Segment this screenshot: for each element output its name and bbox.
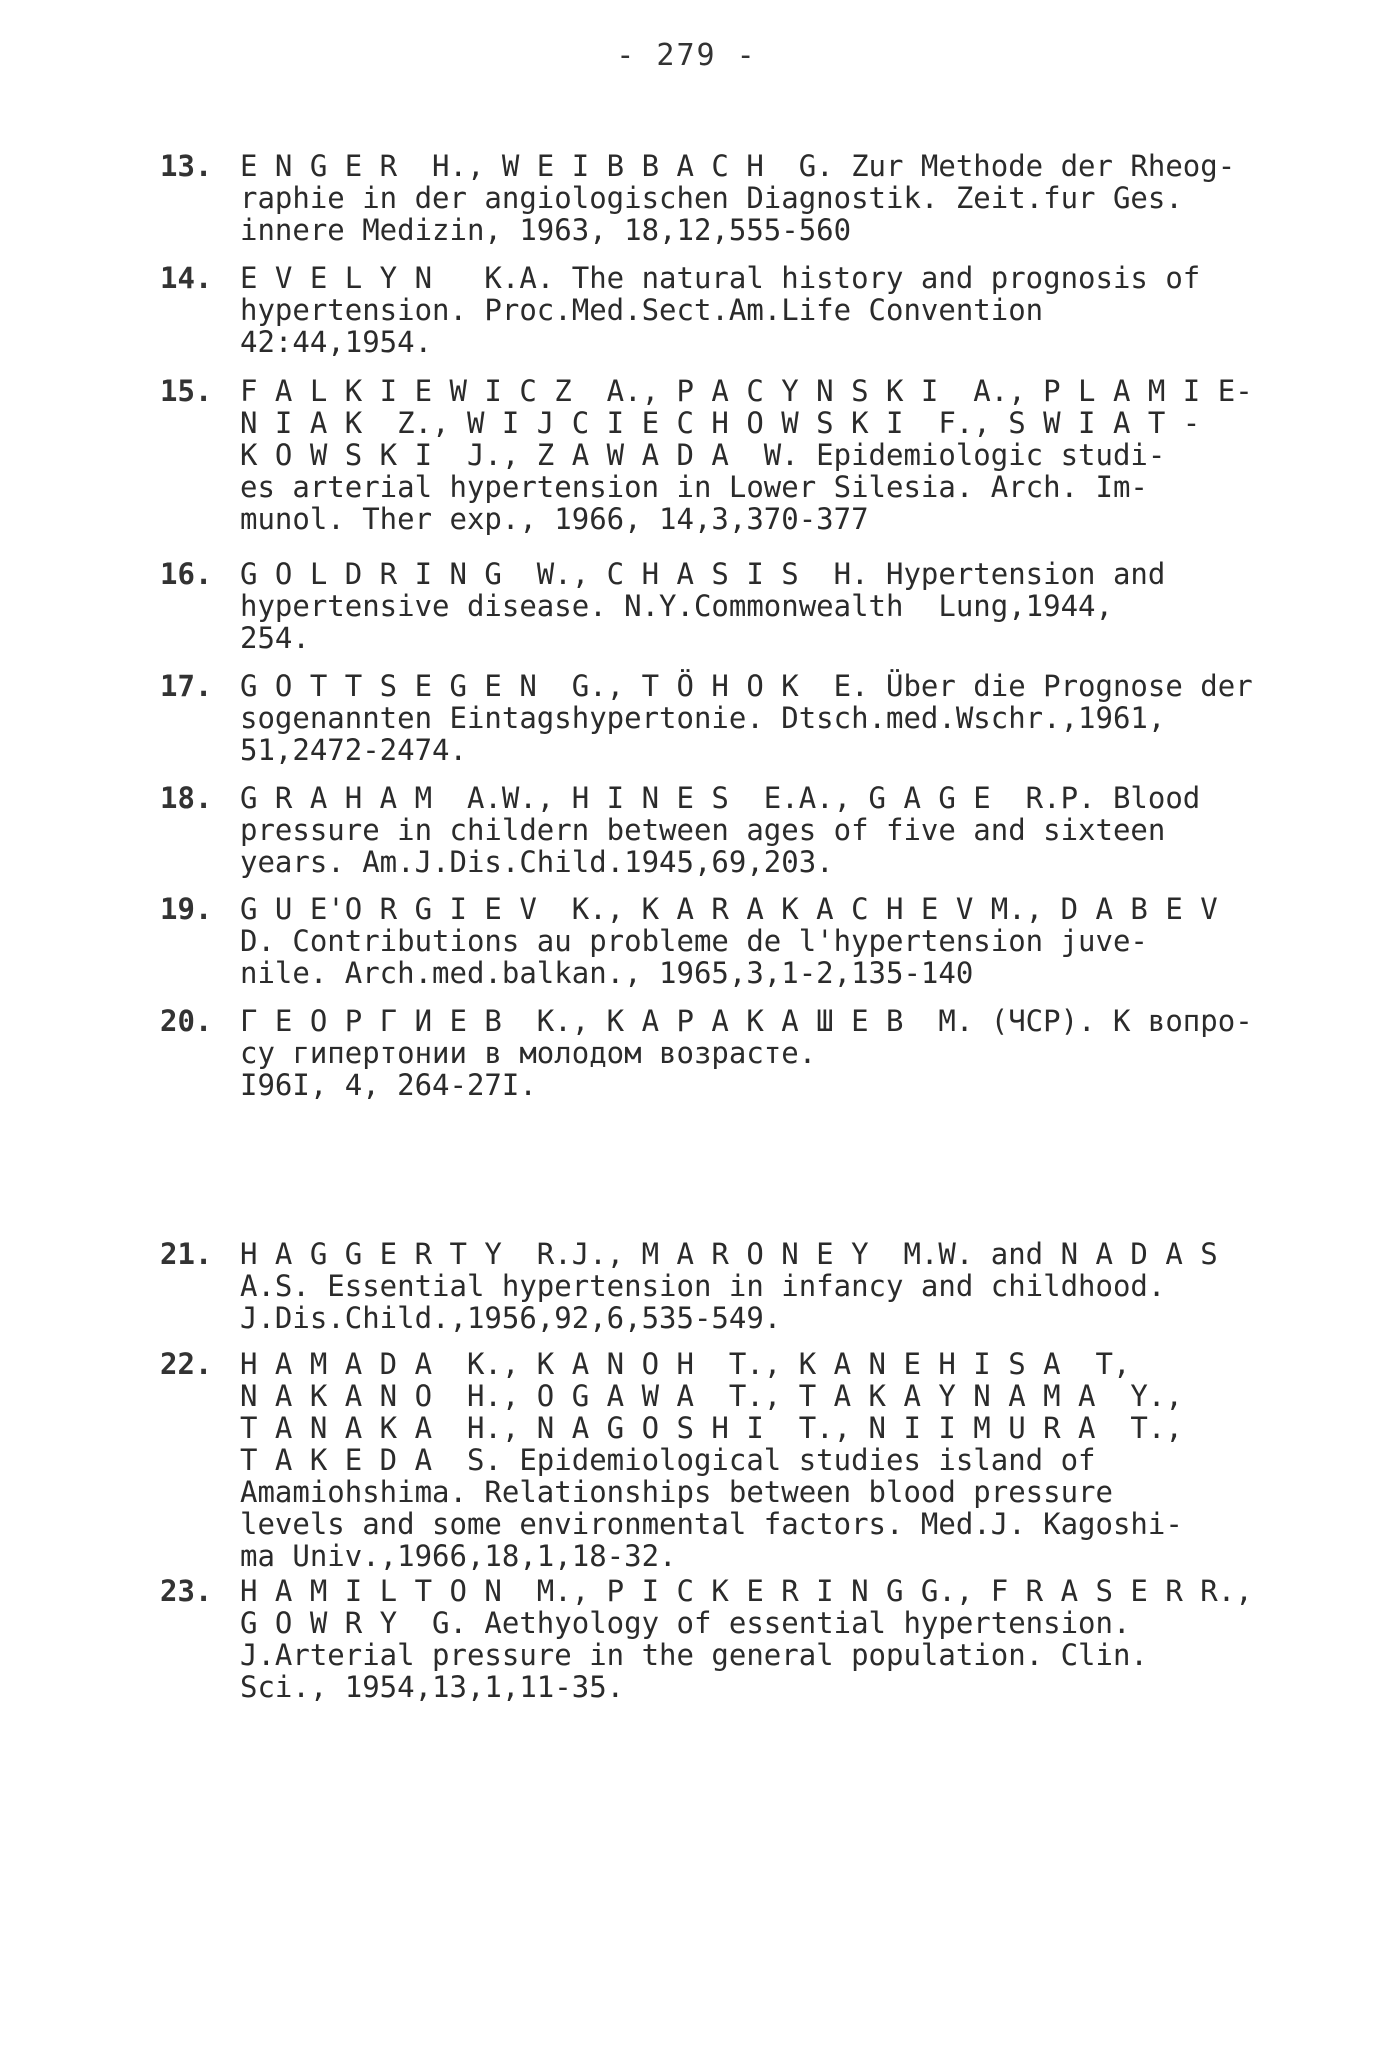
reference-line: J.Dis.Child.,1956,92,6,535-549. bbox=[240, 1301, 782, 1335]
reference-number: 18. bbox=[160, 781, 213, 815]
reference-text bbox=[240, 1238, 1280, 1334]
reference-line: H A G G E R T Y R.J., M A R O N E Y M.W. and N A D A S bbox=[240, 1237, 1218, 1271]
reference-line: G O W R Y G. Aethyology of essential hypertension. bbox=[240, 1606, 1131, 1640]
reference-line: nile. Arch.med.balkan., 1965,3,1-2,135-140 bbox=[240, 956, 974, 990]
reference-line: 254. bbox=[240, 621, 310, 655]
reference-line: K O W S K I J., Z A W A D A W. Epidemiologic studi- bbox=[240, 438, 1166, 472]
reference-number: 16. bbox=[160, 557, 213, 591]
reference-line: T A K E D A S. Epidemiological studies island of bbox=[240, 1443, 1096, 1477]
reference-line: I96I, 4, 264-27I. bbox=[240, 1068, 537, 1102]
reference-line: T A N A K A H., N A G O S H I T., N I I M U R A T., bbox=[240, 1411, 1183, 1445]
reference-text bbox=[240, 670, 1280, 766]
reference-text bbox=[240, 782, 1280, 878]
reference-number: 23. bbox=[160, 1574, 213, 1608]
reference-line: Sci., 1954,13,1,11-35. bbox=[240, 1670, 625, 1704]
reference-line: pressure in childern between ages of five and sixteen bbox=[240, 813, 1166, 847]
reference-line: J.Arterial pressure in the general population. Clin. bbox=[240, 1638, 1148, 1672]
reference-line: 51,2472-2474. bbox=[240, 733, 467, 767]
reference-text bbox=[240, 150, 1280, 246]
reference-text bbox=[240, 893, 1280, 989]
reference-line: es arterial hypertension in Lower Silesia. Arch. Im- bbox=[240, 470, 1148, 504]
reference-text bbox=[240, 1005, 1280, 1101]
reference-text bbox=[240, 262, 1280, 358]
reference-line: G O T T S E G E N G., T Ö H O K E. Über die Prognose der bbox=[240, 669, 1253, 703]
reference-line: су гипертонии в молодом возрасте. bbox=[240, 1036, 817, 1070]
reference-line: Г Е О Р Г И Е В К., К А Р А К А Ш Е В М. (ЧСР). К вопро- bbox=[240, 1004, 1253, 1038]
reference-entry bbox=[160, 1575, 1280, 1703]
reference-line: G U E'O R G I E V K., K A R A K A C H E V M., D A B E V bbox=[240, 892, 1218, 926]
reference-line: E V E L Y N K.A. The natural history and prognosis of bbox=[240, 261, 1201, 295]
reference-line: H A M I L T O N M., P I C K E R I N G G., F R A S E R R., bbox=[240, 1574, 1253, 1608]
reference-text bbox=[240, 375, 1280, 535]
reference-text bbox=[240, 1575, 1280, 1703]
reference-entry bbox=[160, 670, 1280, 766]
reference-number: 21. bbox=[160, 1237, 213, 1271]
reference-line: N A K A N O H., O G A W A T., T A K A Y N A M A Y., bbox=[240, 1379, 1183, 1413]
reference-line: levels and some environmental factors. Med.J. Kagoshi- bbox=[240, 1507, 1183, 1541]
reference-line: F A L K I E W I C Z A., P A C Y N S K I A., P L A M I E- bbox=[240, 374, 1253, 408]
reference-line: 42:44,1954. bbox=[240, 325, 433, 359]
reference-entry bbox=[160, 1238, 1280, 1334]
reference-line: raphie in der angiologischen Diagnostik. Zeit.fur Ges. bbox=[240, 181, 1183, 215]
reference-number: 20. bbox=[160, 1004, 213, 1038]
reference-number: 15. bbox=[160, 374, 213, 408]
reference-line: years. Am.J.Dis.Child.1945,69,203. bbox=[240, 845, 834, 879]
reference-line: ma Univ.,1966,18,1,18-32. bbox=[240, 1539, 677, 1573]
reference-number: 17. bbox=[160, 669, 213, 703]
reference-line: H A M A D A K., K A N O H T., K A N E H I S A T, bbox=[240, 1347, 1131, 1381]
reference-entry bbox=[160, 150, 1280, 246]
reference-line: hypertensive disease. N.Y.Commonwealth Lung,1944, bbox=[240, 589, 1113, 623]
reference-entry bbox=[160, 782, 1280, 878]
reference-entry bbox=[160, 1005, 1280, 1101]
reference-line: hypertension. Proc.Med.Sect.Am.Life Convention bbox=[240, 293, 1044, 327]
reference-text bbox=[240, 558, 1280, 654]
reference-line: sogenannten Eintagshypertonie. Dtsch.med.Wschr.,1961, bbox=[240, 701, 1166, 735]
reference-entry bbox=[160, 1348, 1280, 1572]
reference-entry bbox=[160, 558, 1280, 654]
reference-line: innere Medizin, 1963, 18,12,555-560 bbox=[240, 213, 852, 247]
reference-line: G O L D R I N G W., C H A S I S H. Hypertension and bbox=[240, 557, 1166, 591]
reference-line: G R A H A M A.W., H I N E S E.A., G A G E R.P. Blood bbox=[240, 781, 1201, 815]
reference-number: 14. bbox=[160, 261, 213, 295]
page-number: - 279 - bbox=[616, 38, 757, 73]
reference-entry bbox=[160, 262, 1280, 358]
reference-line: A.S. Essential hypertension in infancy and childhood. bbox=[240, 1269, 1166, 1303]
reference-entry bbox=[160, 893, 1280, 989]
reference-number: 13. bbox=[160, 149, 213, 183]
reference-entry bbox=[160, 375, 1280, 535]
reference-number: 19. bbox=[160, 892, 213, 926]
reference-text bbox=[240, 1348, 1280, 1572]
reference-line: munol. Ther exp., 1966, 14,3,370-377 bbox=[240, 502, 869, 536]
reference-line: E N G E R H., W E I B B A C H G. Zur Methode der Rheog- bbox=[240, 149, 1236, 183]
reference-line: N I A K Z., W I J C I E C H O W S K I F., S W I A T - bbox=[240, 406, 1201, 440]
reference-line: D. Contributions au probleme de l'hypertension juve- bbox=[240, 924, 1148, 958]
reference-line: Amamiohshima. Relationships between blood pressure bbox=[240, 1475, 1113, 1509]
reference-number: 22. bbox=[160, 1347, 213, 1381]
